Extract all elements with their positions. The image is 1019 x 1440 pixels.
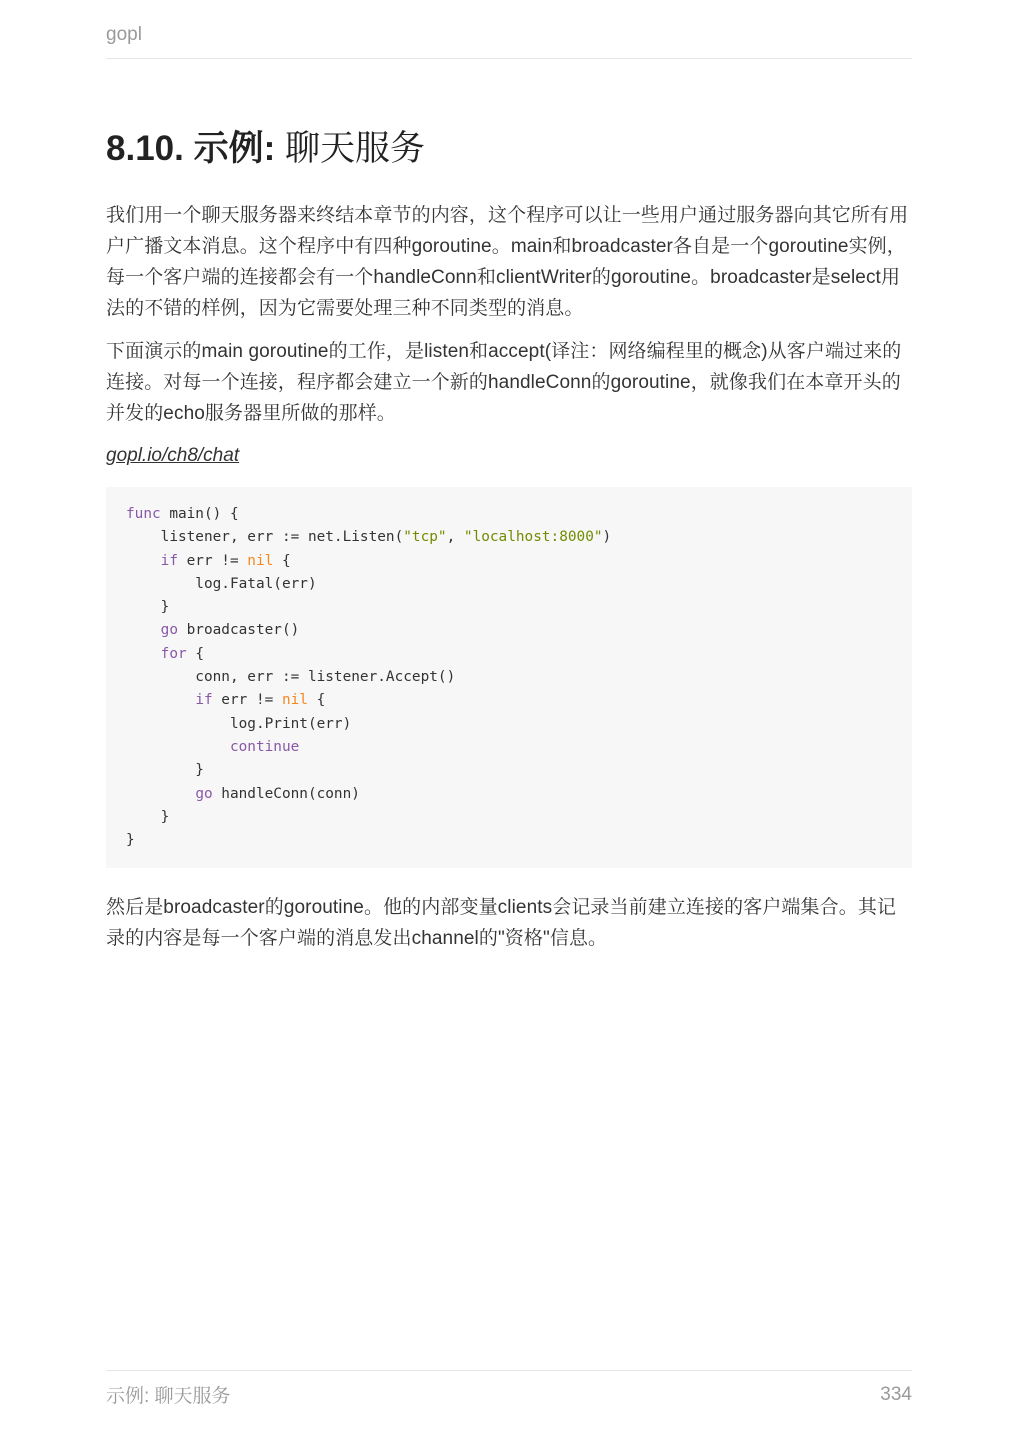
code-keyword: if	[195, 692, 213, 709]
code-token: err !=	[212, 692, 282, 709]
code-token: log.Fatal(err)	[126, 575, 317, 592]
code-token: }	[126, 762, 204, 779]
code-token: {	[273, 552, 291, 569]
page-number: 334	[880, 1383, 912, 1405]
footer-chapter-title: 示例: 聊天服务	[106, 1386, 231, 1407]
intro-paragraph: 我们用一个聊天服务器来终结本章节的内容，这个程序可以让一些用户通过服务器向其它所有用户广播文本消息。这个程序中有四种goroutine。main和broadcaster各自是一个goroutine实例，每一个客户端的连接都会有一个handleConn和clientWriter的goroutine。broadcaster是select用法的不错的样例，因为它需要处理三种不同类型的消息。	[106, 205, 909, 319]
running-header: gopl	[106, 24, 912, 59]
code-token: {	[307, 692, 326, 709]
section-title-prefix: 示例:	[193, 129, 276, 168]
code-keyword: go	[160, 622, 178, 639]
code-token: {	[186, 645, 204, 662]
code-nil: nil	[247, 552, 274, 569]
code-token: log.Print(err)	[126, 715, 352, 732]
code-token: ,	[446, 529, 464, 546]
section-heading	[106, 128, 912, 170]
code-token: }	[126, 808, 170, 825]
code-token: }	[126, 599, 170, 616]
code-token: func	[126, 506, 161, 522]
broadcaster-paragraph: 然后是broadcaster的goroutine。他的内部变量clients会记录当前建立连接的客户端集合。其记录的内容是每一个客户端的消息发出channel的"资格"信息。	[106, 897, 897, 950]
code-token: err !=	[177, 552, 248, 569]
section-number: 8.10.	[106, 129, 184, 168]
code-block	[106, 487, 912, 868]
code-token: conn, err := listener.Accept()	[126, 669, 456, 686]
code-token: handleConn(conn)	[212, 785, 360, 802]
code-nil: nil	[281, 692, 308, 709]
source-link[interactable]: gopl.io/ch8/chat	[106, 445, 240, 466]
code-keyword: if	[160, 552, 178, 569]
code-string: "tcp"	[403, 529, 447, 546]
code-token: listener, err := net.Listen(	[126, 529, 404, 546]
code-keyword: go	[195, 785, 213, 802]
page-content	[106, 128, 912, 966]
code-token: main() {	[160, 506, 239, 522]
code-token: broadcaster()	[177, 622, 300, 639]
code-token: }	[126, 832, 135, 849]
section-title: 聊天服务	[284, 129, 425, 169]
code-string: "localhost:8000"	[463, 529, 603, 546]
main-goroutine-paragraph: 下面演示的main goroutine的工作，是listen和accept(译注：网络编程里的概念)从客户端过来的连接。对每一个连接，程序都会建立一个新的handleConn的goroutine，就像我们在本章开头的并发的echo服务器里所做的那样。	[106, 341, 902, 424]
code-keyword: for	[160, 645, 187, 662]
code-token: )	[602, 529, 612, 546]
page-footer	[106, 1370, 912, 1408]
code-keyword: continue	[229, 738, 300, 755]
